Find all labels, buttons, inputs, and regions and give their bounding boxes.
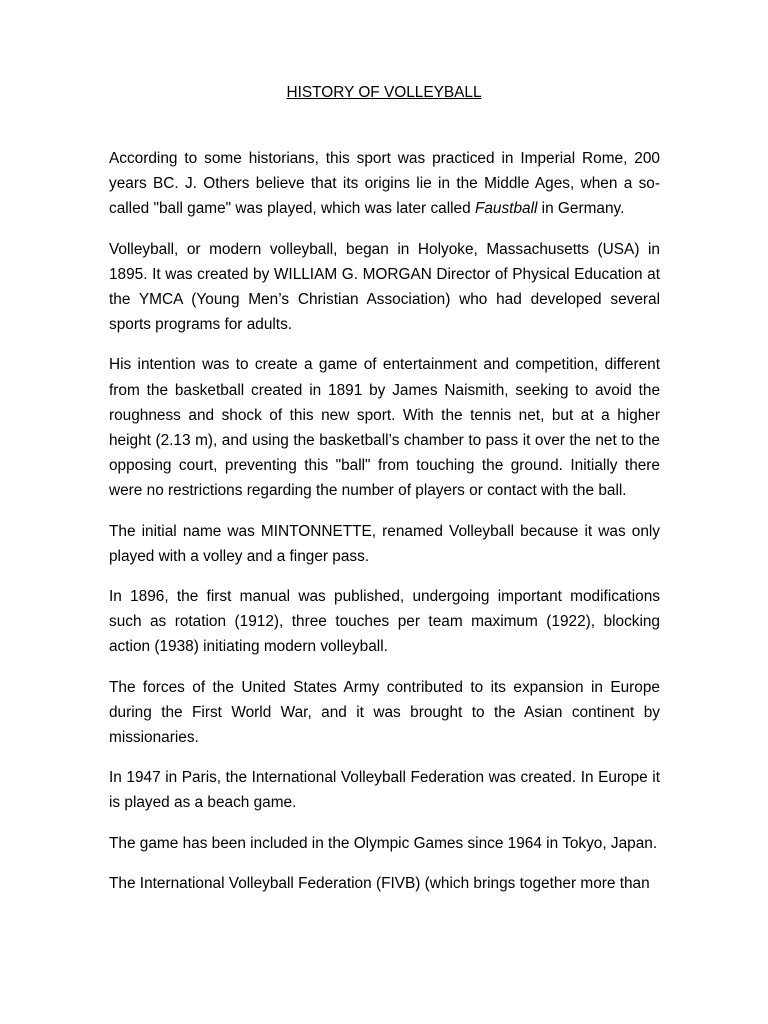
document-body <box>109 146 660 911</box>
paragraph-initial-name: The initial name was MINTONNETTE, renamed Volleyball because it was only played with a volley and a finger pass. <box>109 522 660 565</box>
paragraph-origins-text: According to some historians, this sport was practiced in Imperial Rome, 200 years BC. J. Others believe that its origins lie in the Middle Ages, when a so-called "ball game" was played, which was later called <box>109 150 660 218</box>
paragraph-first-manual: In 1896, the first manual was published, undergoing important modifications such as rotation (1912), three touches per team maximum (1922), blocking action (1938) initiating modern volleyball. <box>109 588 660 656</box>
paragraph-olympics: The game has been included in the Olympic Games since 1964 in Tokyo, Japan. <box>109 834 658 852</box>
paragraph-intention: His intention was to create a game of entertainment and competition, different from the basketball created in 1891 by James Naismith, seeking to avoid the roughness and shock of this new sport. With the tennis net, but at a higher height (2.13 m), and using the basketball’s chamber to pass it over the net to the opposing court, preventing this "ball" from touching the ground. Initially there were no restrictions regarding the number of players or contact with the ball. <box>109 356 660 500</box>
paragraph-federation-1947: In 1947 in Paris, the International Volleyball Federation was created. In Europe it is played as a beach game. <box>109 769 660 812</box>
paragraph-origins-tail: in Germany. <box>537 200 625 218</box>
faustball-term: Faustball <box>474 200 538 218</box>
document-title: HISTORY OF VOLLEYBALL <box>286 84 482 101</box>
paragraph-fivb: The International Volleyball Federation (FIVB) (which brings together more than <box>109 874 650 892</box>
paragraph-army-expansion: The forces of the United States Army contributed to its expansion in Europe during the First World War, and it was brought to the Asian continent by missionaries. <box>109 678 660 747</box>
paragraph-origins <box>109 146 660 222</box>
paragraph-modern-volleyball: Volleyball, or modern volleyball, began in Holyoke, Massachusetts (USA) in 1895. It was created by WILLIAM G. MORGAN Director of Physical Education at the YMCA (Young Men’s Christian Association) who had developed several sports programs for adults. <box>109 240 660 334</box>
